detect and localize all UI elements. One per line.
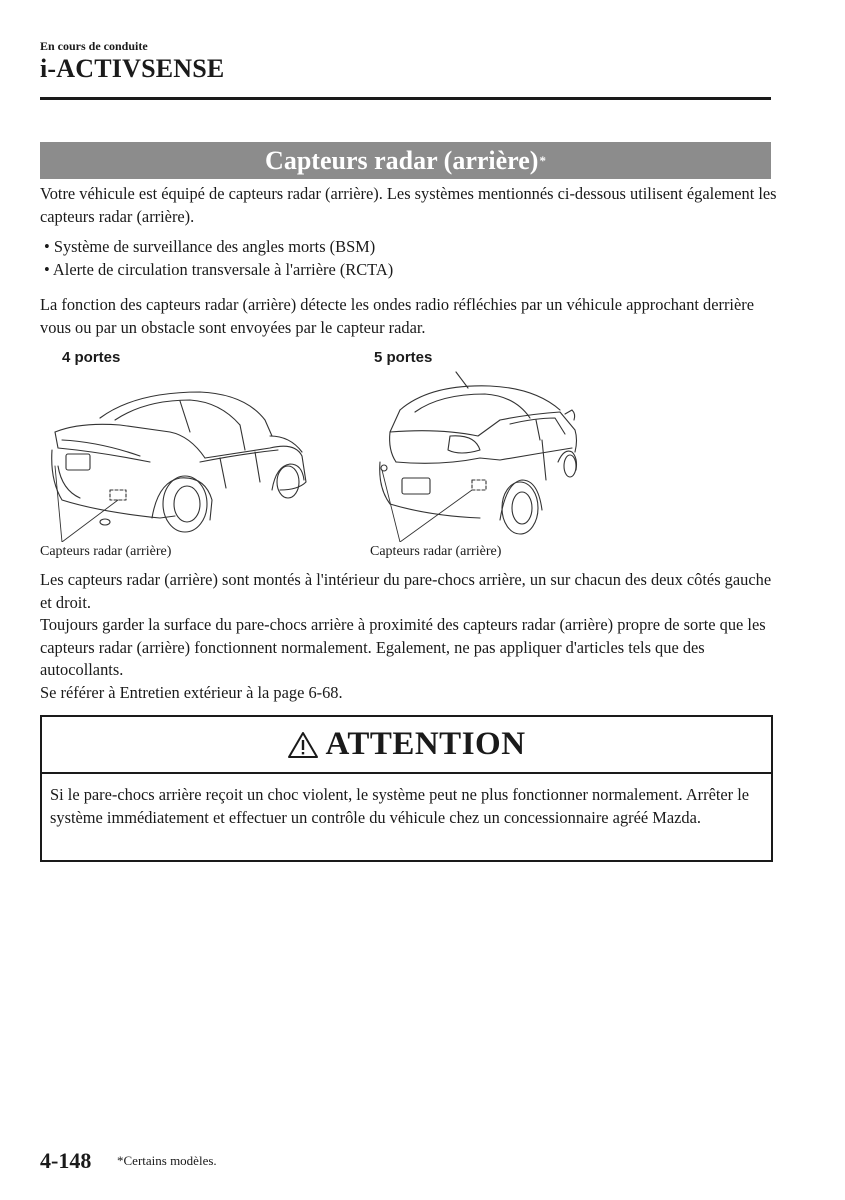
title-footnote-marker: * <box>539 152 546 168</box>
intro-paragraph: Votre véhicule est équipé de capteurs radar (arrière). Les systèmes mentionnés ci-dessous utilisent également les capteurs radar (arrière). <box>40 184 777 226</box>
body-paragraph-reference: Se référer à Entretien extérieur à la page 6-68. <box>40 682 343 702</box>
header-rule <box>40 97 771 100</box>
attention-header <box>42 717 771 774</box>
body-paragraph-cleaning: Toujours garder la surface du pare-chocs arrière à proximité des capteurs radar (arrière) propre de sorte que les capteurs radar (arrière) fonctionnent normalement. Egalement, ne pas appliquer d'articles tels que des autocollants. <box>40 615 766 679</box>
figure-caption-5-doors: Capteurs radar (arrière) <box>370 544 502 559</box>
attention-title: ATTENTION <box>325 726 526 762</box>
body-paragraph-mounting: Les capteurs radar (arrière) sont montés à l'intérieur du pare-chocs arrière, un sur chacun des deux côtés gauche et droit. <box>40 570 772 612</box>
figure-label-4-doors: 4 portes <box>62 349 121 366</box>
figure-caption-4-doors: Capteurs radar (arrière) <box>40 544 172 559</box>
list-item: • Alerte de circulation transversale à l'arrière (RCTA) <box>44 259 394 279</box>
footnote: *Certains modèles. <box>117 1153 217 1168</box>
running-head: En cours de conduite <box>40 39 148 53</box>
figure-label-5-doors: 5 portes <box>374 349 433 366</box>
sedan-rear-illustration <box>40 370 340 542</box>
attention-box <box>40 715 773 862</box>
section-title: i-ACTIVSENSE <box>40 54 225 83</box>
body-text <box>40 569 780 704</box>
title-band <box>40 142 771 179</box>
hatchback-rear-illustration <box>360 370 590 542</box>
bullet-list <box>44 236 393 281</box>
page-title: Capteurs radar (arrière) <box>265 145 539 175</box>
attention-body: Si le pare-chocs arrière reçoit un choc violent, le système peut ne plus fonctionner normalement. Arrêter le système immédiatement et effectuer un contrôle du véhicule chez un concessionnaire agréé Mazda. <box>50 785 750 827</box>
list-item: • Système de surveillance des angles morts (BSM) <box>44 237 376 256</box>
page-number: 4-148 <box>40 1148 92 1173</box>
warning-triangle-icon <box>287 731 319 759</box>
function-paragraph: La fonction des capteurs radar (arrière) détecte les ondes radio réfléchies par un véhicule approchant derrière vous ou par un obstacle sont envoyées par le capteur radar. <box>40 295 754 337</box>
